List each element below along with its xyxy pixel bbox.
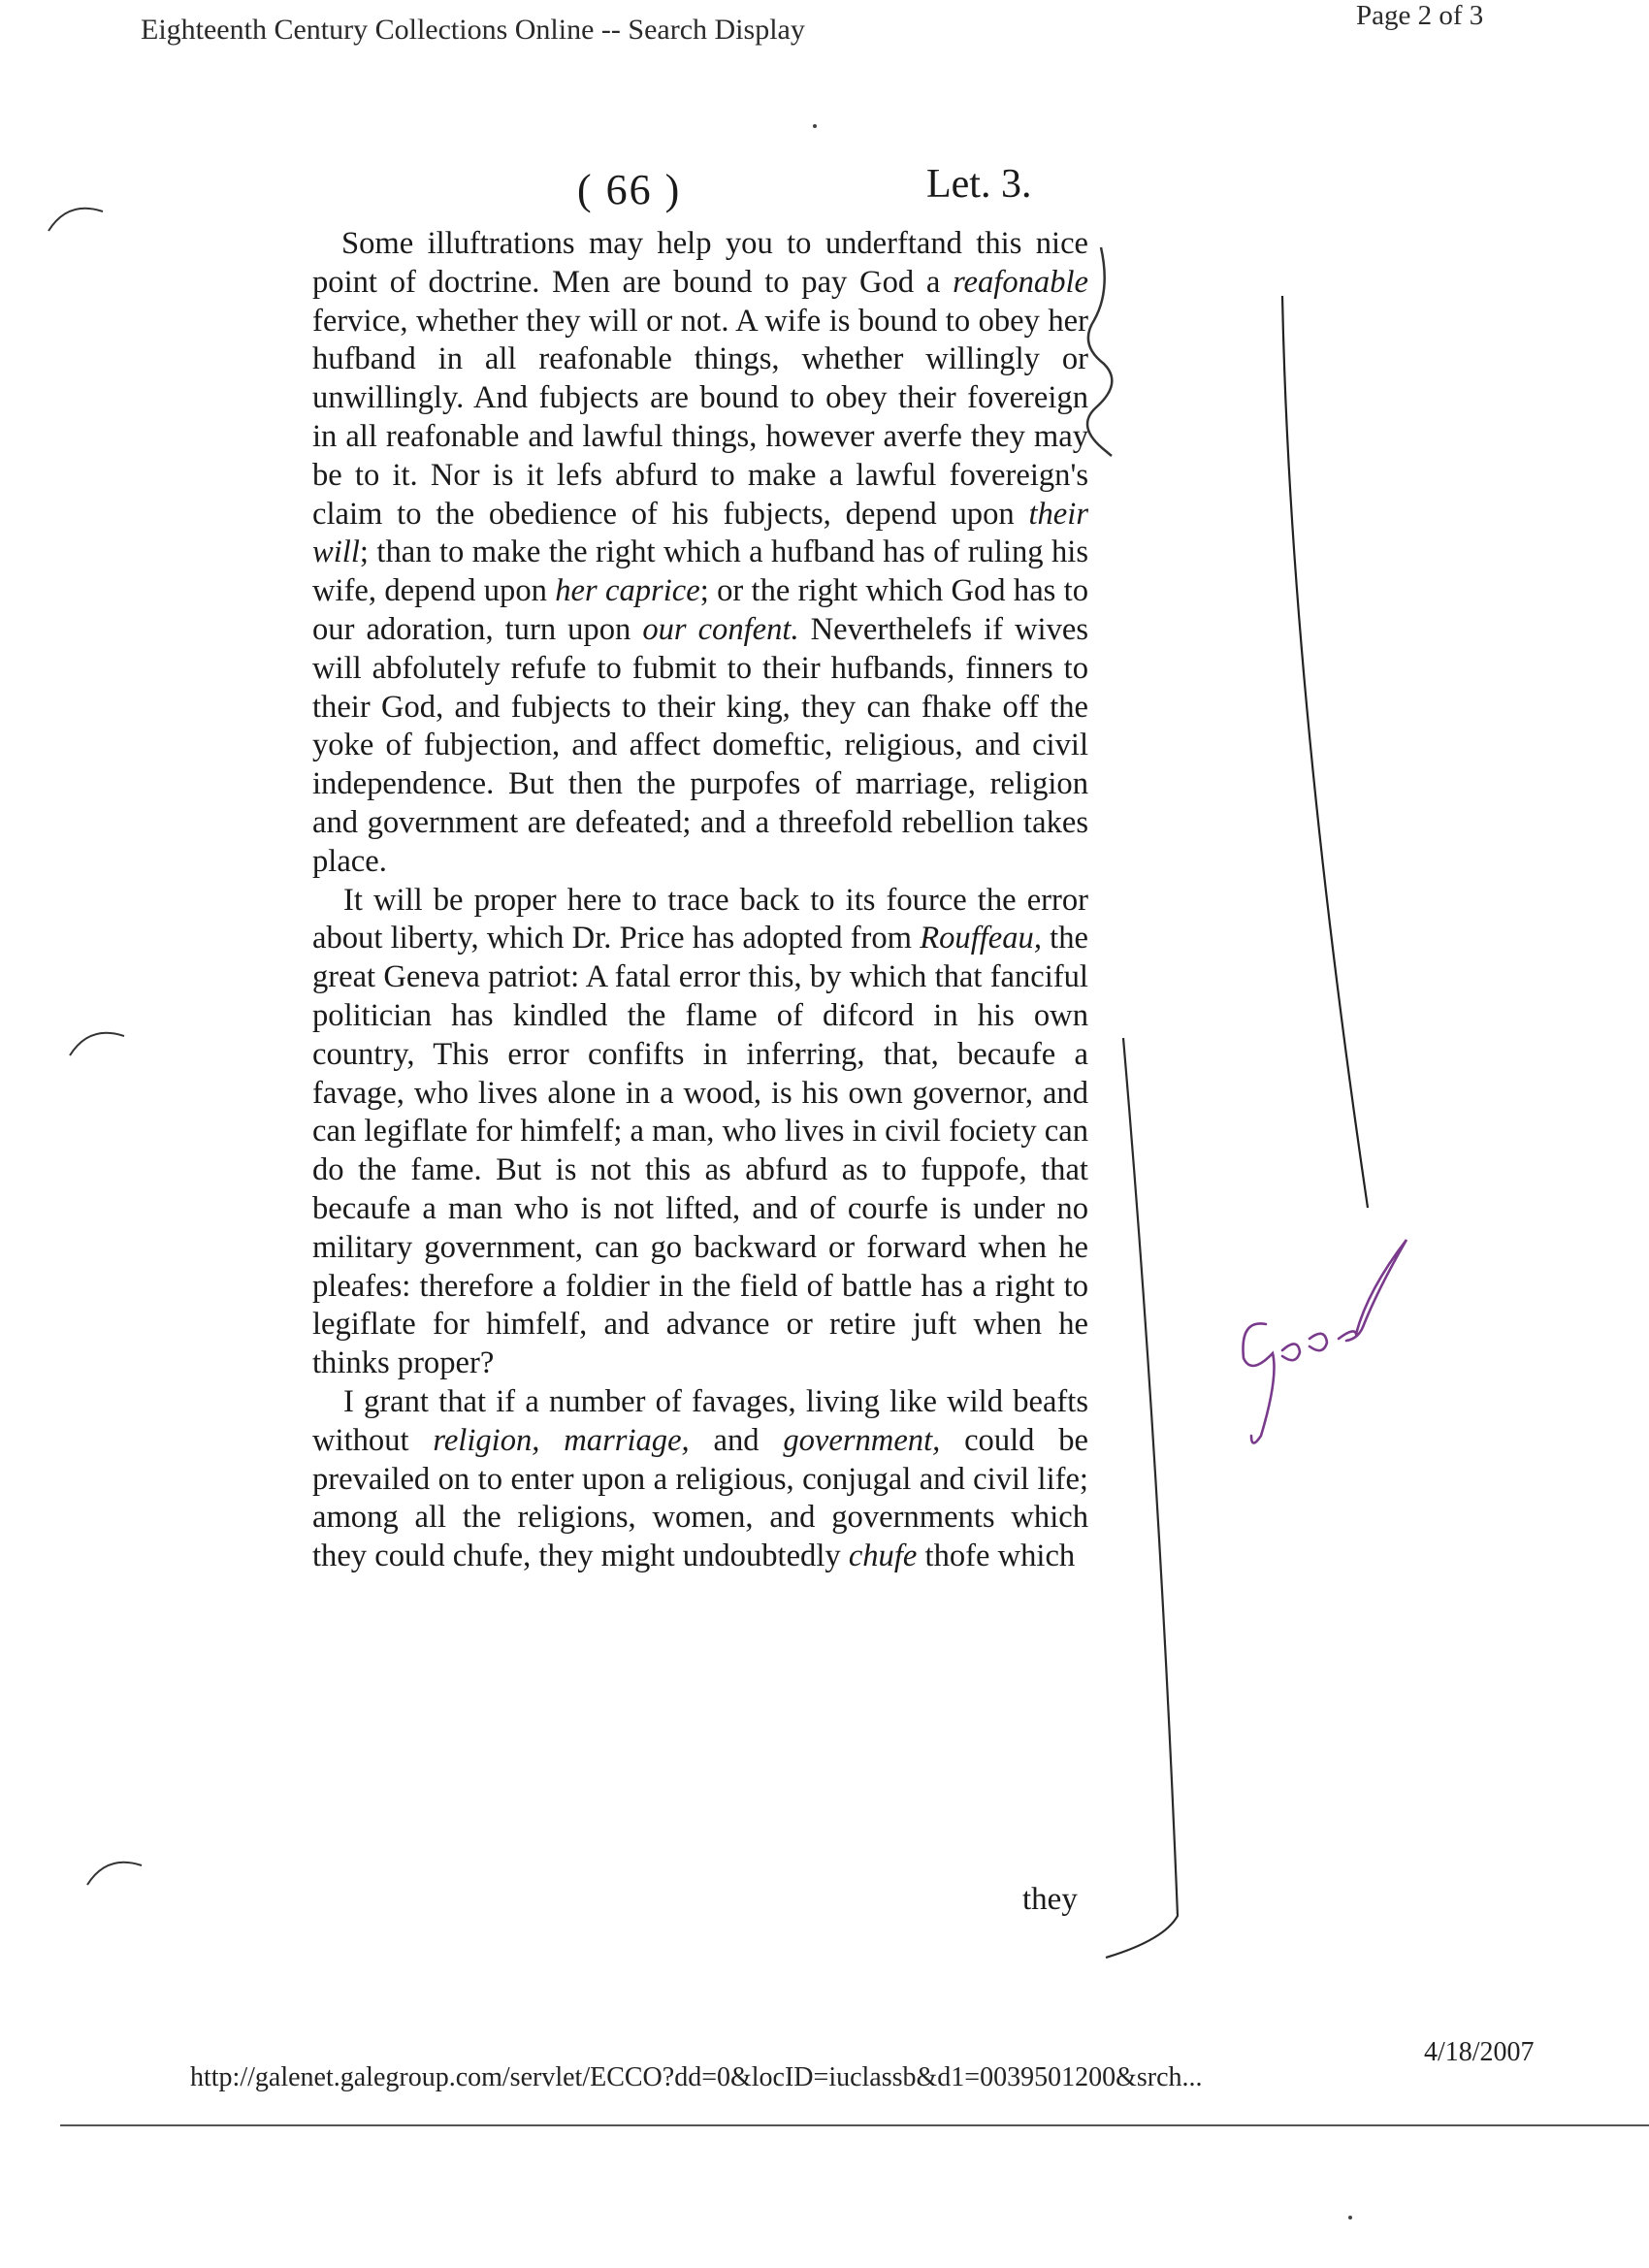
book-page-number: ( 66 ): [577, 166, 682, 213]
page-indicator: Page 2 of 3: [1356, 0, 1484, 31]
italic-run: chufe: [848, 1539, 918, 1574]
text-run: and: [689, 1422, 784, 1458]
window-title: Eighteenth Century Collections Online -- Search Display: [141, 14, 805, 46]
italic-run: their will: [312, 496, 1088, 570]
italic-run: her caprice: [555, 573, 700, 609]
italic-run: marriage,: [564, 1422, 690, 1458]
italic-run: government,: [783, 1422, 941, 1458]
letter-number: Let. 3.: [926, 162, 1032, 207]
text-run: Some illuftrations may help you to underftand this nice point of doctrine. Men are bound to pay God a: [312, 226, 1088, 300]
text-run: the great Geneva patriot: A fatal error this, by which that fanciful politician has kindled the flame of difcord in his own country, This error confifts in inferring, that, becaufe a favage, who lives alone in a wood, is his own governor, and can legiflate for himfelf; a man, who lives in civil fociety can do the fame. But is not this as abfurd as to fuppofe, that becaufe a man who is not lifted, and of courfe is under no military government, can go backward or forward when he pleafes: therefore a foldier in the field of battle has a right to legiflate for himfelf, and advance or retire juft when he thinks proper?: [312, 921, 1088, 1381]
text-run: Neverthelefs if wives will abfolutely refufe to fubmit to their hufbands, finners to their God, and fubjects to their king, they can fhake off the yoke of fubjection, and affect domeftic, religious, and civil independence. But then the purpofes of marriage, religion and government are defeated; and a threefold rebellion takes place.: [312, 611, 1089, 879]
handwritten-good: [1243, 1240, 1406, 1443]
margin-line-vertical: [1282, 296, 1368, 1208]
footer-divider: [60, 2124, 1649, 2126]
text-run: could be prevailed on to enter upon a religious, conjugal and civil life; among all the religions, women, and governments which they could chufe, they might undoubtedly: [312, 1422, 1088, 1574]
text-run: I grant that if a number of favages, living like wild beafts without: [312, 1383, 1088, 1458]
text-run: thofe which: [917, 1539, 1076, 1574]
footer-url[interactable]: http://galenet.galegroup.com/servlet/ECCO?dd=0&locID=iuclassb&d1=0039501200&srch...: [190, 2062, 1203, 2092]
handwritten-good-text: Good: [1290, 1397, 1293, 1398]
margin-line-long: [1106, 1038, 1178, 1958]
italic-run: our confent.: [642, 611, 799, 647]
italic-run: religion,: [433, 1422, 540, 1458]
text-run: fervice, whether they will or not. A wife is bound to obey her hufband in all reafonable things, whether willingly or unwillingly. And fubjects are bound to obey their fovereign in all reafonable and lawful things, however averfe they may be to it. Nor is it lefs abfurd to make a lawful fovereign's claim to the obedience of his fubjects, depend upon: [312, 303, 1088, 532]
italic-run: Rouffeau,: [920, 921, 1042, 956]
text-run: ; or the right which God has to our adoration, turn upon: [312, 573, 1088, 647]
footer-date: 4/18/2007: [1424, 2037, 1535, 2067]
text-run: ; than to make the right which a hufband has of ruling his wife, depend upon: [312, 535, 1088, 609]
italic-run: reafonable: [953, 264, 1088, 300]
text-run: It will be proper here to trace back to its fource the error about liberty, which Dr. Price has adopted from: [312, 882, 1088, 956]
catchword: they: [1022, 1882, 1078, 1917]
margin-bracket-squiggle: [1087, 247, 1112, 456]
